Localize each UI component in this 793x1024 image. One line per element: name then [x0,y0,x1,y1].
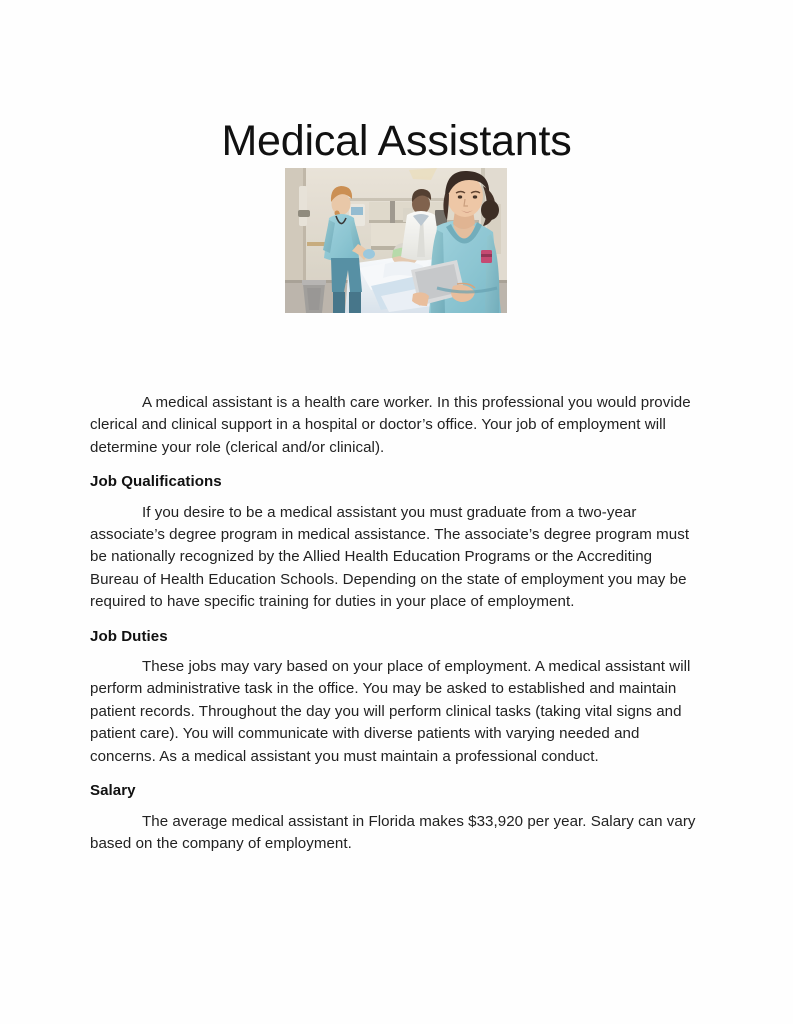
photo-canvas [285,168,507,313]
section-heading-job-duties: Job Duties [90,627,168,645]
section-paragraph-job-qualifications: If you desire to be a medical assistant you must graduate from a two-year associate’s degree program in medical assistance. The associate’s degree program must be nationally recognized by the Allied Health Education Programs or the Accrediting Bureau of Health Education Schools. Depending on the state of employment you may be required to have specific training for duties in your place of employment. [90,503,690,611]
intro-paragraph: A medical assistant is a health care worker. In this professional you would provide clerical and clinical support in a hospital or doctor’s office. Your job of employment will determine your role (clerical and/or clinical). [90,394,691,456]
section-paragraph-salary: The average medical assistant in Florida makes $33,920 per year. Salary can vary based on the company of employment. [90,812,696,852]
document-body [90,392,702,855]
medical-staff-photo [285,168,507,313]
section-paragraph-job-duties: These jobs may vary based on your place of employment. A medical assistant will perform administrative task in the office. You may be asked to established and maintain patient records. Throughout the day you will perform clinical tasks (taking vital signs and patient care). You will communicate with diverse patients with varying needed and concerns. As a medical assistant you must maintain a professional conduct. [90,658,691,765]
section-heading-salary: Salary [90,782,136,800]
section-heading-job-qualifications: Job Qualifications [90,473,222,491]
page-title: Medical Assistants [221,116,572,165]
